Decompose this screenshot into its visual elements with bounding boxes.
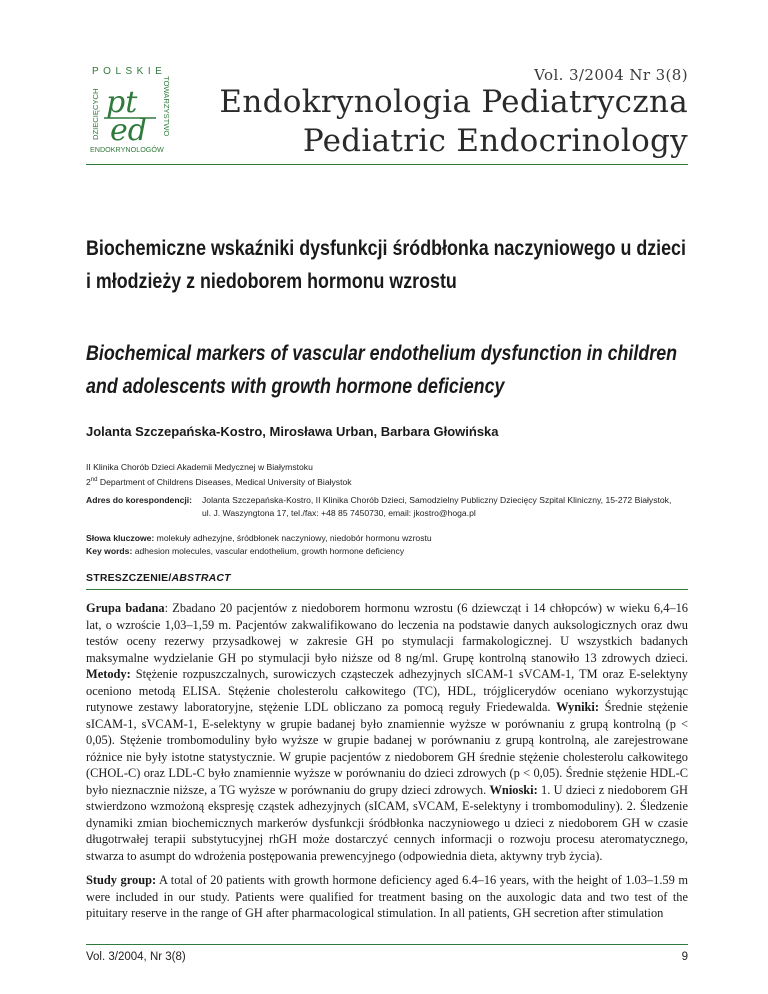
affiliation-en <box>86 474 352 488</box>
volume-label: Vol. 3/2004 Nr 3(8) <box>534 66 688 84</box>
title-en-line-2: and adolescents with growth hormone deficiency <box>86 374 505 398</box>
abstract-pl-label-study-group: Grupa badana <box>86 601 165 615</box>
correspondence-address <box>202 494 688 519</box>
title-pl-line-2: i młodzieży z niedoborem hormonu wzrostu <box>86 269 457 293</box>
correspondence-label: Adres do korespondencji: <box>86 495 193 505</box>
correspondence-line-1: Jolanta Szczepańska-Kostro, II Klinika Chorób Dzieci, Samodzielny Publiczny Dziecięcy Szpital Kliniczny, 15-272 Białystok, <box>202 495 672 505</box>
svg-text:ENDOKRYNOLOGÓW: ENDOKRYNOLOGÓW <box>90 145 164 154</box>
footer-divider <box>86 944 688 945</box>
abstract-pl-text-methods: Stężenie rozpuszczalnych, surowiczych cząsteczek adhezyjnych sICAM-1 sVCAM-1, TM oraz E-selektyny oceniono metodą ELISA. Stężenie cholesterolu całkowitego (TC), HDL, trójglicerydów oceniano wykorzystując rutynowe zestawy laboratoryjne, stężenie LDL obliczano za pomocą reguły Friedewalda. <box>86 667 688 714</box>
abstract-pl-text-study-group: : Zbadano 20 pacjentów z niedoborem hormonu wzrostu (6 dziewcząt i 14 chłopców) w wieku 6,4–16 lat, o wzroście 1,03–1,59 m. Pacjentów zakwalifikowano do leczenia na podstawie danych auksologicznych oraz dwu testów oceny rezerwy przysadkowej w zakresie GH po stymulacji farmakologicznej. U wszystkich badanych maksymalne wydzielanie GH po stymulacji było niższe od 8 ng/ml. Grupę kontrolną stanowiło 13 zdrowych dzieci. <box>86 601 688 665</box>
abstract-en-label-study-group: Study group: <box>86 873 157 887</box>
authors: Jolanta Szczepańska-Kostro, Mirosława Urban, Barbara Głowińska <box>86 424 499 439</box>
abstract-pl-text-conclusions: 1. U dzieci z niedoborem GH stwierdzono wzmożoną ekspresję cząstek adhezyjnych (sICAM, sVCAM, E-selektyny i trombomoduliny). 2. Śledzenie dynamiki zmian biochemicznych markerów dysfunkcji śródbłonka naczyniowego u dzieci z niedoborem GH w czasie długotrwałej terapii substytucyjnej rhGH może dostarczyć cennych informacji o rozwoju procesu ateromatycznego, stwarza to asumpt do wdrożenia postępowania prewencyjnego (odpowiednia dieta, aktywny tryb życia). <box>86 782 689 863</box>
section-heading <box>86 572 231 584</box>
svg-text:ed: ed <box>110 113 147 148</box>
section-divider <box>86 589 688 590</box>
svg-text:DZIECIĘCYCH: DZIECIĘCYCH <box>91 88 100 140</box>
header-divider <box>86 164 688 165</box>
affiliation-pl: II Klinika Chorób Dzieci Akademii Medycznej w Białymstoku <box>86 462 313 472</box>
svg-text:pt: pt <box>106 85 138 120</box>
abstract-pl-label-methods: Metody: <box>86 667 131 681</box>
section-label-italic: ABSTRACT <box>171 572 231 584</box>
affiliation <box>86 461 352 488</box>
keywords-en <box>86 545 432 558</box>
abstract-pl-label-conclusions: Wnioski: <box>489 782 538 797</box>
correspondence-line-2: ul. J. Waszyngtona 17, tel./fax: +48 85 7450730, email: jkostro@hoga.pl <box>202 507 476 518</box>
abstract-pl <box>86 600 688 864</box>
society-logo <box>86 62 176 154</box>
section-label: STRESZCZENIE/ <box>86 572 172 584</box>
svg-text:TOWARZYSTWO: TOWARZYSTWO <box>162 76 171 137</box>
affiliation-en-num: 2 <box>86 476 91 487</box>
svg-text:POLSKIE: POLSKIE <box>92 66 167 77</box>
article-title-pl <box>86 232 686 298</box>
abstract-pl-text-results: Średnie stężenie sICAM-1, sVCAM-1, E-selektyny w grupie badanej było znamiennie wyższe w porównaniu z grupą kontrolną (p < 0,05). Stężenie trombomoduliny było wyższe w grupie badanej w porównaniu z grupą kontrolną, ale zarejestrowane różnice nie były istotne statystycznie. W grupie pacjentów z niedoborem GH średnie stężenie cholesterolu całkowitego (CHOL-C) oraz LDL-C było znamiennie wyższe w porównaniu do dzieci zdrowych (p < 0,05). Średnie stężenie HDL-C było nieznacznie niższe, a TG wyższe w porównaniu do grupy dzieci zdrowych. <box>86 700 688 797</box>
journal-title-en: Pediatric Endocrinology <box>302 123 688 159</box>
abstract-en <box>86 872 688 922</box>
journal-title-pl: Endokrynologia Pediatryczna <box>219 84 688 120</box>
title-en-line-1: Biochemical markers of vascular endothelium dysfunction in children <box>86 341 678 365</box>
logo-graphic <box>86 62 176 154</box>
affiliation-en-rest: Department of Childrens Diseases, Medical University of Białystok <box>97 476 352 487</box>
affiliation-en-sup: nd <box>90 476 98 483</box>
article-title-en <box>86 337 678 403</box>
title-pl-line-1: Biochemiczne wskaźniki dysfunkcji śródbłonka naczyniowego u dzieci <box>86 236 686 260</box>
keywords-pl-label: Słowa kluczowe: <box>86 533 155 543</box>
keywords-pl-text: molekuły adhezyjne, śródbłonek naczyniowy, niedobór hormonu wzrostu <box>154 533 432 543</box>
abstract-body <box>86 600 688 922</box>
keywords-pl <box>86 532 432 545</box>
abstract-pl-label-results: Wyniki: <box>556 700 599 714</box>
footer-issue: Vol. 3/2004, Nr 3(8) <box>86 951 186 963</box>
keywords-en-text: adhesion molecules, vascular endothelium, growth hormone deficiency <box>132 545 405 556</box>
keywords-en-label: Key words: <box>86 545 133 556</box>
keywords <box>86 532 432 557</box>
page-number: 9 <box>681 951 688 963</box>
abstract-en-text-study-group: A total of 20 patients with growth hormone deficiency aged 6.4–16 years, with the height of 1.03–1.59 m were included in our study. Patients were qualified for treatment basing on the auxologic data and two test of the pituitary reserve in the range of GH after pharmacological stimulation. In all patients, GH secretion after stimulation <box>86 873 688 920</box>
